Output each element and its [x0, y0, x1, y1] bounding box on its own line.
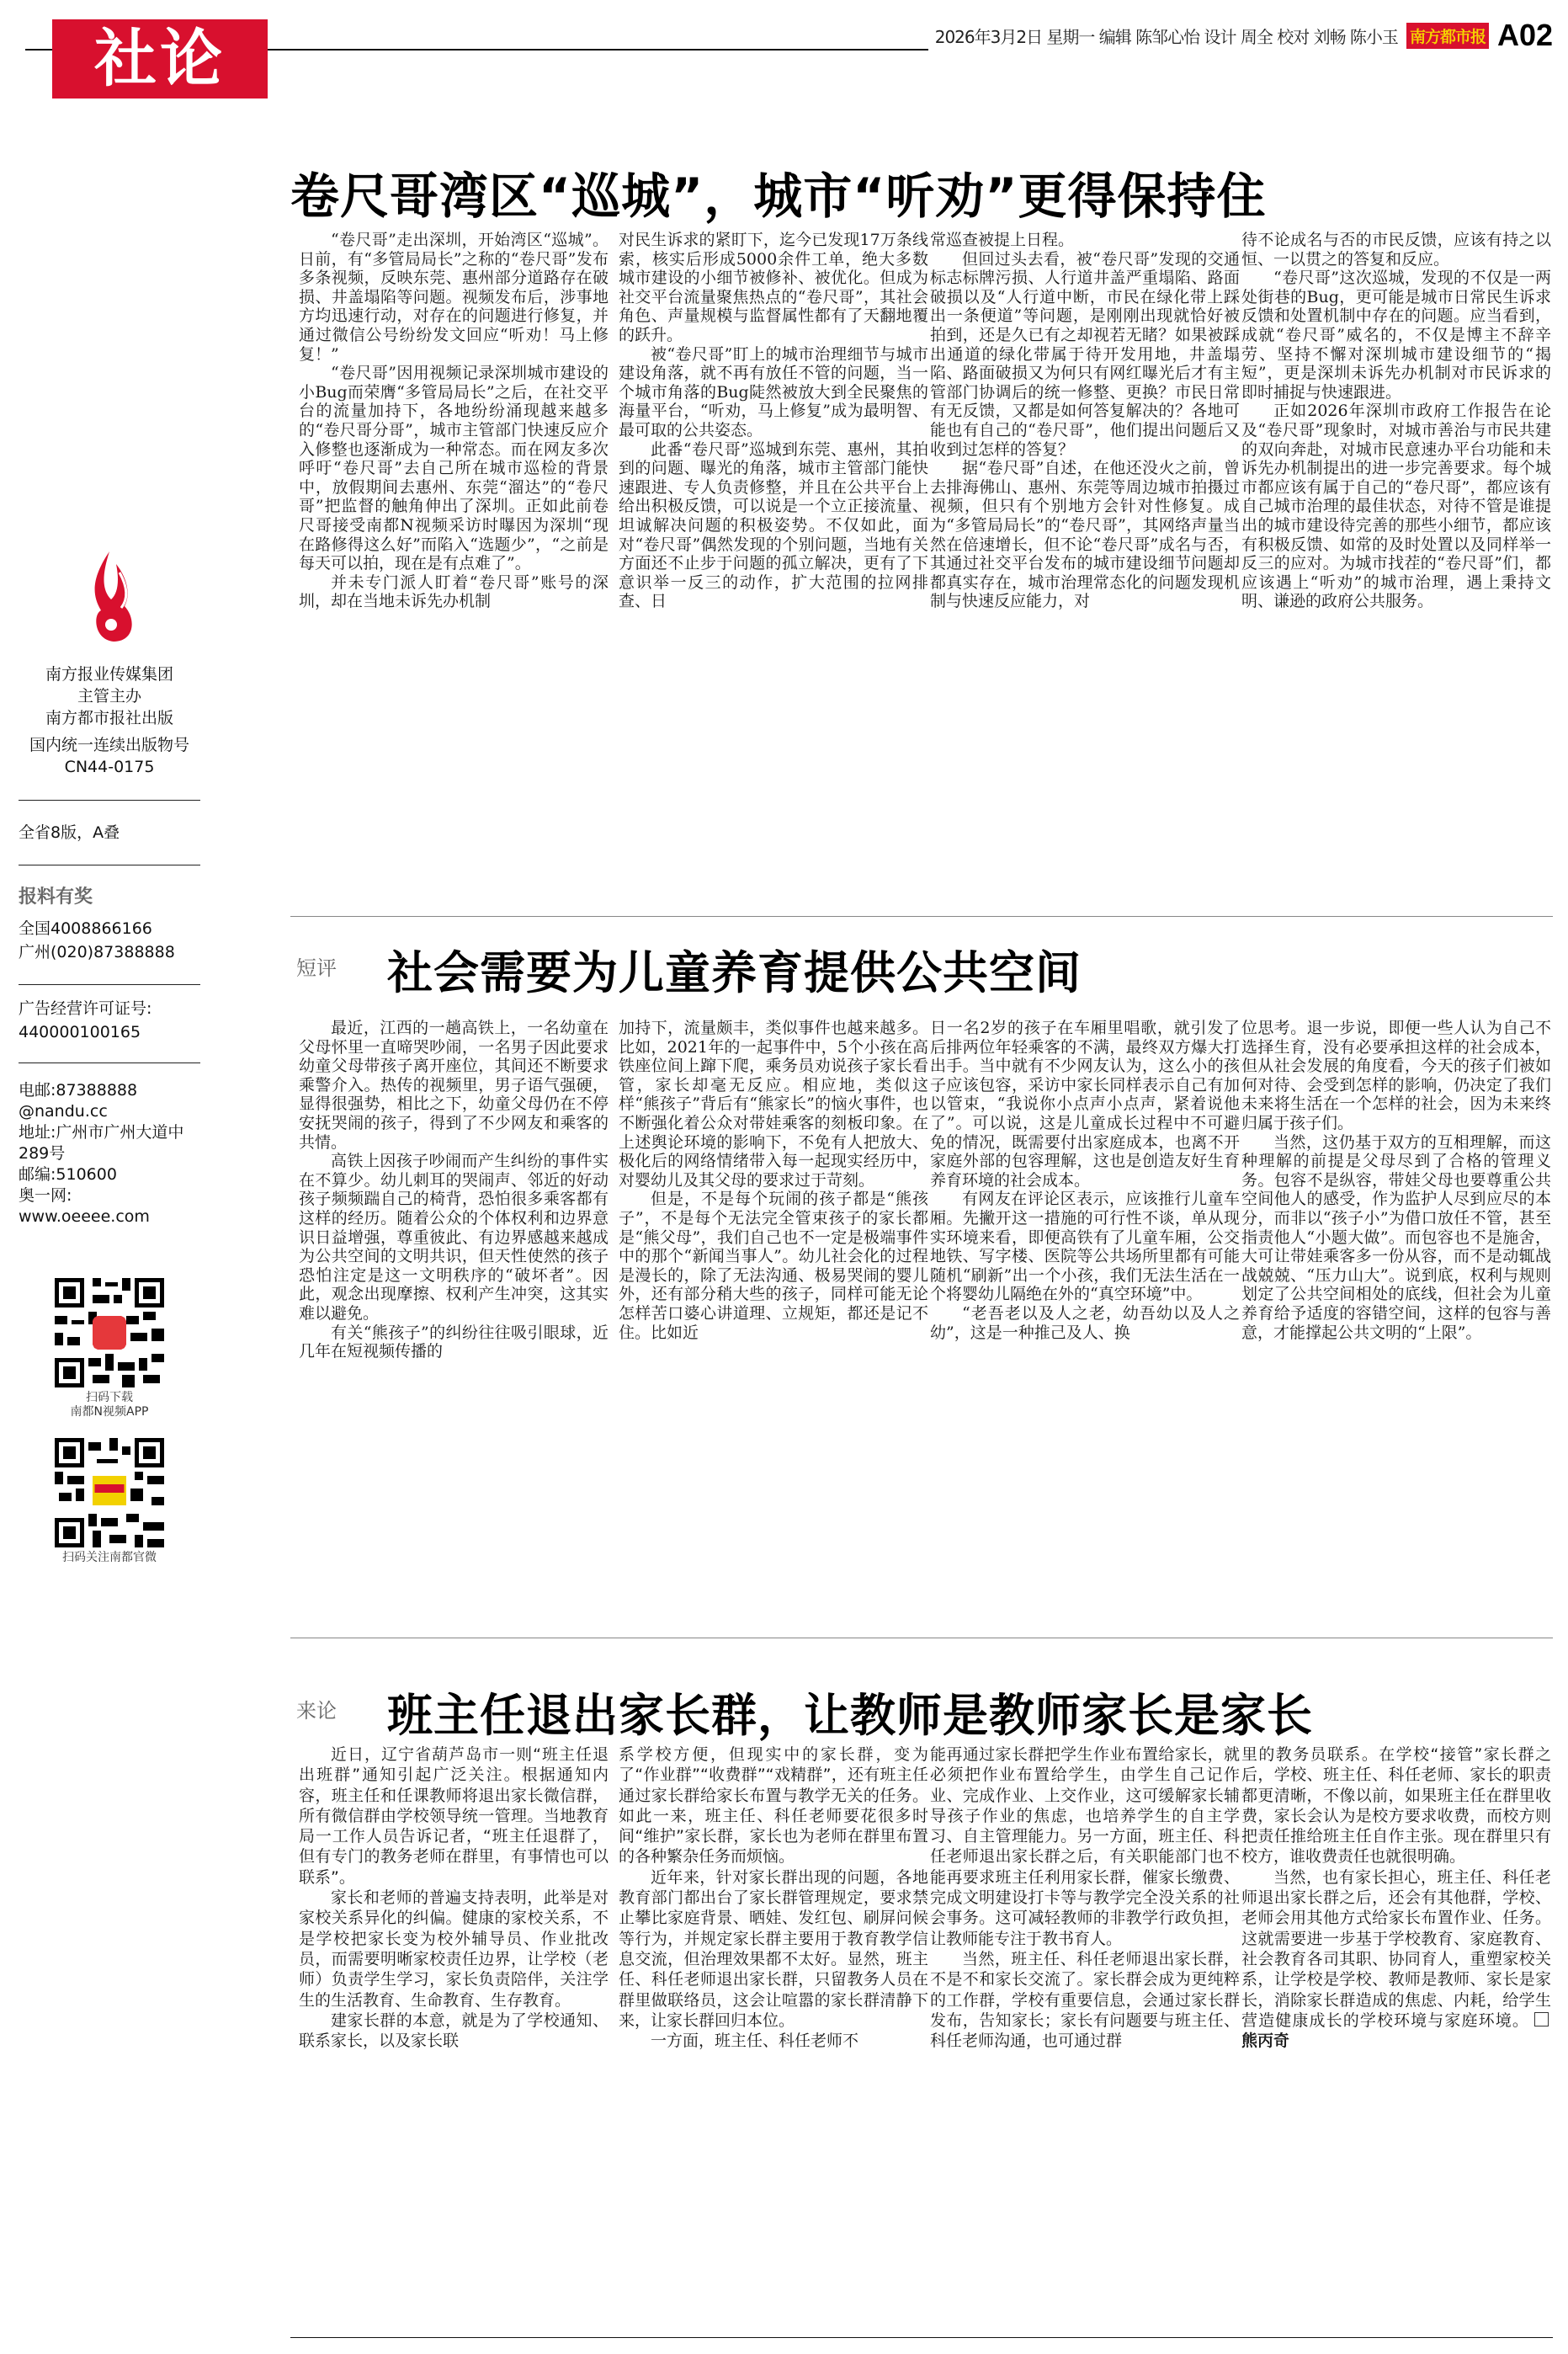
paragraph-text: 常巡查被提上日程。 [930, 231, 1075, 249]
paragraph [1241, 1744, 1551, 1867]
contact-line: 奥一网: [19, 1186, 72, 1205]
tips-hotline: 全国4008866166 [19, 919, 152, 938]
page-number: A02 [1496, 18, 1553, 52]
paragraph-text: 但回过头去看，被“卷尺哥”发现的交通标志标牌污损、人行道井盖严重塌陷、路面破损以及“人行道中断，市民在绿化带上踩出一条便道”等问题，是刚刚出现就恰好被拍到，还是久已有之却视若无睹？如果被踩出通道的绿化带属于待开发用地，井盖塌陷、路面破损又为何只有网红曝光后才有主管部门协调后的统一修整、更换？市民日常有无反馈，又都是如何答复解决的？各地可能也有自己的“卷尺哥”，他们提出问题后又收到过怎样的答复？ [930, 249, 1240, 459]
paragraph [299, 1019, 609, 1152]
paragraph-text: 正如2026年深圳市政府工作报告在论及“卷尺哥”现象时，对城市善治与市民共建的双向奔赴，对城市民意速办平台功能和未诉先办机制提出的进一步完善要求。每个城市都应该有属于自己的“卷尺哥”，都应该有自己城市治理的最佳状态，对待不管是谁提出的城市建设待完善的那些小细节，都应该有积极反馈、如常的及时处置以及同样举一反三的应对。为城市找茬的“卷尺哥”们，都应该遇上“听劝”的城市治理，遇上秉持文明、谦逊的政府公共服务。 [1241, 402, 1551, 611]
paragraph [299, 2010, 609, 2052]
qr-code-icon [55, 1438, 164, 1547]
paragraph-text: 此番“卷尺哥”巡城到东莞、惠州，其拍到的问题、曝光的角落，城市主管部门能快速跟进、专人负责修整，并且在公共平台上给出积极反馈，可以说是一个立正接流量、坦诚解决问题的积极姿势。不仅如此，面对“卷尺哥”偶然发现的个别问题，当地有关方面还不止步于问题的孤立解决，更有了下意识举一反三的动作，扩大范围的拉网排查、日 [619, 439, 928, 611]
contact-line: 289号 [19, 1144, 66, 1163]
date-editors: 2026年3月2日 星期一 编辑 陈邹心怡 设计 周全 校对 刘畅 陈小玉 [934, 26, 1398, 47]
paragraph-text: 当然，班主任、科任老师退出家长群，不是不和家长交流了。家长群会成为更纯粹的工作群，学校有重要信息，会通过家长群发布，告知家长；家长有问题要与班主任、科任老师沟通，也可通过群 [930, 1949, 1240, 2051]
edition: 全省8版，A叠 [19, 823, 120, 842]
paragraph [1241, 231, 1551, 269]
article-3-tag: 来论 [296, 1699, 337, 1723]
website-link[interactable]: www.oeeee.com [19, 1207, 150, 1226]
bottom-rule [290, 2337, 1553, 2338]
contact-line: 地址:广州市广州大道中 [19, 1123, 184, 1142]
weibo-qr-block[interactable] [0, 1438, 219, 1565]
article-column [299, 1744, 609, 2327]
paragraph [930, 1019, 1240, 1190]
article-column [930, 231, 1240, 896]
paragraph [930, 250, 1240, 460]
ad-license: 440000100165 [19, 1023, 141, 1041]
section-label: 社论 [52, 19, 268, 99]
paragraph-text: 建家长群的本意，就是为了学校通知、联系家长，以及家长联 [299, 2010, 609, 2051]
app-qr-block[interactable] [0, 1278, 219, 1419]
article-column [299, 231, 609, 896]
paragraph-text: 有网友在评论区表示，应该推行儿童车厢。先撇开这一措施的可行性不谈，单从现实环境来看，即便高铁有了儿童车厢，公交地铁、写字楼、医院等公共场所里都有可能随机“刷新”出一个小孩，我们无法生活在一个将婴幼儿隔绝在外的“真空环境”中。 [930, 1190, 1240, 1304]
publisher-line: 南方都市报社出版 [45, 709, 173, 727]
paragraph-text: 被“卷尺哥”盯上的城市治理细节与城市建设角落，就不再有放任不管的问题，当一个城市角落的Bug陡然被放大到全民聚焦的海量平台，“听劝，马上修复”成为最明智、最可取的公共姿态。 [619, 344, 928, 439]
byline-box-icon [1534, 2012, 1549, 2026]
paragraph [299, 231, 609, 364]
paragraph [1241, 402, 1551, 611]
paragraph-text: “卷尺哥”这次巡城，发现的不仅是一两处街巷的Bug，更可能是城市日常民生诉求反馈和处置机制中存在的问题。应当看到，成就“卷尺哥”威名的，不仅是博主不辞辛劳、坚持不懈对深圳城市建设细节的“揭短”，更是深圳未诉先办机制对市民诉求的即时捕捉与快速跟进。 [1241, 269, 1551, 402]
paragraph-text: 当然，也有家长担心，班主任、科任老师退出家长群之后，还会有其他群，学校、老师会用其他方式给家长布置作业、任务。这就需要进一步基于学校教育、家庭教育、社会教育各司其职、协同育人，重塑家校关系，让学校是学校、教师是教师、家长是家长，消除家长群造成的焦虑、内耗，给学生营造健康成长的学校环境与家庭环境。 [1241, 1867, 1551, 2030]
issn-label: 国内统一连续出版物号 [29, 736, 189, 754]
sidebar [0, 547, 219, 1565]
paragraph [619, 440, 928, 611]
article-column [299, 1019, 609, 1621]
qr-caption: 扫码下载 [86, 1391, 133, 1404]
paragraph [619, 1019, 928, 1190]
divider [19, 1062, 200, 1063]
paragraph [930, 1190, 1240, 1304]
paragraph [930, 231, 1240, 250]
paragraph-text: 加持下，流量颇丰，类似事件也越来越多。比如，2021年的一起事件中，5个小孩在高铁座位间上蹿下爬，乘务员劝说孩子家长看管，家长却毫无反应。相应地，类似这样“熊孩子”背后有“熊家长”的恼火事件，也不断强化着公众对带娃乘客的刻板印象。在上述舆论环境的影响下，不免有人把放大、极化后的网络情绪带入每一起现实经历中，对婴幼儿及其父母的要求过于苛刻。 [619, 1019, 928, 1190]
paper-logo: 南方都市报 [1406, 23, 1489, 49]
paragraph [299, 1323, 609, 1361]
article-column [930, 1019, 1240, 1621]
article-3-headline: 班主任退出家长群，让教师是教师家长是家长 [387, 1689, 1313, 1742]
tips-title: 报料有奖 [19, 887, 93, 908]
paragraph-text: “卷尺哥”走出深圳，开始湾区“巡城”。日前，有“多管局局长”之称的“卷尺哥”发布多条视频，反映东莞、惠州部分道路存在破损、井盖塌陷等问题。视频发布后，涉事地方均迅速行动，对存在的问题进行修复，并通过微信公号纷纷发文回应“听劝！马上修复！” [299, 231, 609, 364]
paragraph [299, 364, 609, 573]
contact-line: @nandu.cc [19, 1102, 108, 1121]
paragraph [619, 345, 928, 440]
section-divider [290, 916, 1553, 917]
paragraph [1241, 1867, 1551, 2052]
paragraph [299, 1152, 609, 1323]
paragraph [299, 1888, 609, 2010]
paragraph-text: “老吾老以及人之老，幼吾幼以及人之幼”，这是一种推己及人、换 [930, 1303, 1240, 1342]
paragraph [1241, 1133, 1551, 1343]
qr-code-icon [55, 1278, 164, 1387]
contact-line: 电邮:87388888 [19, 1081, 138, 1100]
paragraph [619, 1190, 928, 1342]
author-byline: 熊丙奇 [1241, 2032, 1290, 2051]
paragraph [1241, 1019, 1551, 1133]
paragraph-text: 系学校方便，但现实中的家长群，变为了“作业群”“收费群”“戏精群”，还有班主任通过家长群给家长布置与教学无关的任务。如此一来，班主任、科任老师要花很多时间“维护”家长群，家长也为老师在群里布置的各种繁杂任务而烦恼。 [619, 1745, 928, 1867]
paragraph [930, 459, 1240, 611]
article-column [930, 1744, 1240, 2327]
paragraph-text: 但是，不是每个玩闹的孩子都是“熊孩子”，不是每个无法完全管束孩子的家长都是“熊父母”，我们自己也不一定是极端事件中的那个“新闻当事人”。幼儿社会化的过程是漫长的，除了无法沟通、极易哭闹的婴儿外，还有部分稍大些的孩子，同样可能无论怎样苦口婆心讲道理、立规矩，都还是记不住。比如近 [619, 1190, 928, 1342]
paragraph [930, 1949, 1240, 2051]
issn: CN44-0175 [64, 758, 155, 776]
paragraph-text: 对民生诉求的紧盯下，迄今已发现17万条线索，核实后形成5000余件工单，绝大多数城市建设的小细节被修补、被优化。但成为社交平台流量聚焦热点的“卷尺哥”，其社会角色、声量规模与监督属性都有了天翻地覆的跃升。 [619, 231, 928, 344]
paragraph-text: 日一名2岁的孩子在车厢里唱歌，就引发了后排两位年轻乘客的不满，最终双方爆大打出手。当中就有不少网友认为，这么小的孩子应该包容，采访中家长同样表示自己有加以管束，“我说你小点声小点声，紧着说他了”。可以说，这是儿童成长过程中不可避免的情况，既需要付出家庭成本，也离不开家庭外部的包容理解，这也是创造友好生育养育环境的社会成本。 [930, 1019, 1240, 1190]
divider [19, 800, 200, 801]
paragraph-text: 家长和老师的普遍支持表明，此举是对家校关系异化的纠偏。健康的家校关系，不是学校把家长变为校外辅导员、作业批改员，而需要明晰家校责任边界，让学校（老师）负责学生学习，家长负责陪伴，关注学生的生活教育、生命教育、生存教育。 [299, 1888, 609, 2010]
tips-hotline: 广州(020)87388888 [19, 943, 175, 961]
paragraph-text: 能再通过家长群把学生作业布置给家长，就必须把作业布置给学生，由学生自己记作业、完成作业、上交作业，这可缓解家长辅导孩子作业的焦虑，也培养学生的自主学习、自主管理能力。另一方面，班主任、科任老师退出家长群之后，有关职能部门也不能再要求班主任利用家长群，催家长缴费、完成文明建设打卡等与教学完全没关系的社会事务。这可减轻教师的非教学行政负担，让教师能专注于教书育人。 [930, 1745, 1240, 1948]
paragraph-text: 近日，辽宁省葫芦岛市一则“班主任退出班群”通知引起广泛关注。根据通知内容，班主任和任课教师将退出家长微信群，所有微信群由学校领导统一管理。当地教育局一工作人员告诉记者，“班主任退群了，但有专门的教务老师在群里，有事情也可以联系”。 [299, 1745, 609, 1887]
page-meta [928, 19, 1553, 52]
article-column [1241, 1019, 1551, 1621]
article-column [1241, 1744, 1551, 2327]
article-1-headline: 卷尺哥湾区“巡城”，城市“听劝”更得保持住 [290, 168, 1267, 225]
flame-logo-icon [0, 547, 219, 652]
ad-license-label: 广告经营许可证号: [19, 999, 152, 1018]
paragraph [1241, 269, 1551, 402]
paragraph [619, 1744, 928, 1867]
paragraph [930, 1744, 1240, 1949]
paragraph-text: 最近，江西的一趟高铁上，一名幼童在父母怀里一直啼哭吵闹，一名男子因此要求幼童父母带孩子离开座位，其间还不断要求乘警介入。热传的视频里，男子语气强硬，显得很强势，相比之下，幼童父母仍在不停安抚哭闹的孩子，得到了不少网友和乘客的共情。 [299, 1019, 609, 1152]
paragraph-text: 高铁上因孩子吵闹而产生纠纷的事件实在不算少。幼儿刺耳的哭闹声、邻近的好动孩子频频踹自己的椅背，恐怕很多乘客都有这样的经历。随着公众的个体权利和边界意识日益增强，尊重彼此、有边界感越来越成为公共空间的文明共识，但天性使然的孩子恐怕注定是这一文明秩序的“破坏者”。因此，观念出现摩擦、权利产生冲突，这其实难以避免。 [299, 1152, 609, 1323]
publisher-line: 南方报业传媒集团 [45, 665, 173, 684]
article-column [619, 231, 928, 896]
divider [19, 984, 200, 985]
paragraph-text: 并未专门派人盯着“卷尺哥”账号的深圳，却在当地未诉先办机制 [299, 573, 609, 611]
article-2-headline: 社会需要为儿童养育提供公共空间 [387, 946, 1082, 999]
paragraph [619, 1867, 928, 2031]
paragraph-text: 里的教务员联系。在学校“接管”家长群之后，学校、班主任、科任老师、家长的职责都更清晰，不像以前，如果班主任在群里收费，家长会认为是校方要求收费，而校方则把责任推给班主任自作主张。现在群里只有校方，谁收费责任也就很明确。 [1241, 1745, 1551, 1867]
article-column [1241, 231, 1551, 896]
paragraph-text: 位思考。退一步说，即便一些人认为自己不选择生育，没有必要承担这样的社会成本，但从社会发展的角度看，今天的孩子们被如何对待、会受到怎样的影响，仍决定了我们未来将生活在一个怎样的社会，因为未来终归属于孩子们。 [1241, 1019, 1551, 1132]
paragraph-text: 待不论成名与否的市民反馈，应该有持之以恒、一以贯之的答复和反应。 [1241, 231, 1551, 269]
paragraph-text: 当然，这仍基于双方的互相理解，而这种理解的前提是父母尽到了合格的管理义务。包容不是纵容，带娃父母也要尊重公共空间他人的感受，作为监护人尽到应尽的本分，而非以“孩子小”为借口放任不管，甚至指责他人“小题大做”。而包容也不是施舍，大可让带娃乘客多一份从容，而不是动辄战战兢兢、“压力山大”。说到底，权利与规则划定了公共空间相处的底线，但社会为儿童养育给予适度的容错空间，这样的包容与善意，才能撑起公共文明的“上限”。 [1241, 1132, 1551, 1342]
paragraph-text: 有关“熊孩子”的纠纷往往吸引眼球，近几年在短视频传播的 [299, 1323, 609, 1361]
paragraph [619, 231, 928, 345]
paragraph [299, 1744, 609, 1888]
paragraph-text: “卷尺哥”因用视频记录深圳城市建设的小Bug而荣膺“多管局局长”之后，在社交平台的流量加持下，各地纷纷涌现越来越多的“卷尺哥分哥”，城市主管部门快速反应介入修整也逐渐成为一种常态。而在网友多次呼吁“卷尺哥”去自己所在城市巡检的背景中，放假期间去惠州、东莞“溜达”的“卷尺哥”把监督的触角伸出了深圳。正如此前卷尺哥接受南都N视频采访时曝因为深圳“现在路修得这么好”而陷入“选题少”，“之前是每天可以拍，现在是有点难了”。 [299, 364, 609, 573]
paragraph [299, 573, 609, 611]
article-column [619, 1019, 928, 1621]
paragraph-text: 一方面，班主任、科任老师不 [651, 2032, 859, 2051]
publisher-line: 主管主办 [77, 687, 141, 706]
contact-line: 邮编:510600 [19, 1165, 117, 1184]
article-2-tag: 短评 [296, 956, 337, 980]
qr-caption: 扫码关注南都官微 [62, 1551, 157, 1564]
qr-caption: 南都N视频APP [70, 1405, 149, 1419]
paragraph-text: 近年来，针对家长群出现的问题，各地教育部门都出台了家长群管理规定，要求禁止攀比家庭背景、晒娃、发红包、刷屏问候等行为，并规定家长群主要用于教育教学信息交流，但治理效果都不太好。显然，班主任、科任老师退出家长群，只留教务人员在群里做联络员，这会让喧嚣的家长群清静下来，让家长群回归本位。 [619, 1867, 928, 2030]
paragraph [930, 1304, 1240, 1342]
article-column [619, 1744, 928, 2327]
paragraph [619, 2031, 928, 2051]
paragraph-text: 据“卷尺哥”自述，在他还没火之前，曾去排海佛山、惠州、东莞等周边城市拍摄过视频，但只有个别地方会针对性修复。成为“多管局局长”的“卷尺哥”，其网络声量当然在倍速增长，但不论“卷尺哥”成名与否，其通过社交平台发布的城市建设细节问题却都真实存在，城市治理常态化的问题发现机制与快速反应能力，对 [930, 459, 1240, 611]
